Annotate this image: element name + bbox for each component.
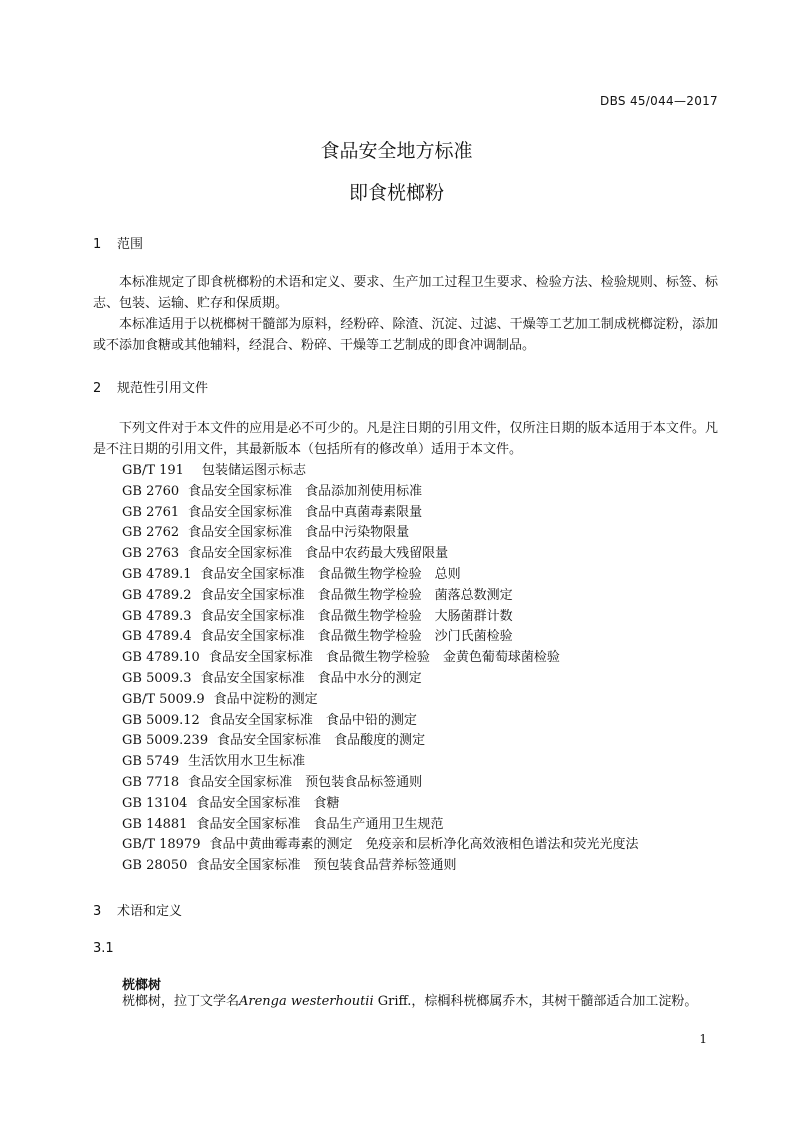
section-number: 2 [93,381,102,396]
reference-item [122,544,639,565]
reference-item [122,565,639,586]
reference-code: GB/T 5009.9 [122,691,205,707]
reference-title: 食品安全国家标准 食品中铅的测定 [208,712,417,728]
reference-title: 食品中黄曲霉毒素的测定 免疫亲和层析净化高效液相色谱法和荧光光度法 [209,837,639,853]
reference-title: 食品安全国家标准 预包装食品营养标签通则 [196,858,457,874]
term-definition-suffix: Griff.，棕榈科桄榔属乔木，其树干髓部适合加工淀粉。 [373,994,698,1009]
section-title: 范围 [117,237,144,252]
reference-title: 包装储运图示标志 [201,463,306,478]
reference-item [122,752,639,773]
reference-item [122,461,639,482]
reference-title: 食品安全国家标准 食品微生物学检验 大肠菌群计数 [200,608,513,624]
reference-code: GB 13104 [122,795,188,811]
reference-item [122,773,639,794]
reference-title: 食品安全国家标准 食品酸度的测定 [217,733,426,749]
reference-code: GB 4789.10 [122,650,200,666]
reference-title: 食品安全国家标准 食品微生物学检验 总则 [200,566,461,582]
section-1-paragraph-1: 本标准规定了即食桄榔粉的术语和定义、要求、生产加工过程卫生要求、检验方法、检验规则、标签、标志、包装、运输、贮存和保质期。 [93,275,718,311]
reference-title: 食品安全国家标准 食品微生物学检验 菌落总数测定 [200,587,513,603]
page-number: 1 [699,1032,707,1046]
reference-item [122,711,639,732]
document-code: DBS 45/044—2017 [600,94,718,108]
reference-title: 食品安全国家标准 食品生产通用卫生规范 [196,816,444,832]
reference-code: GB 2761 [122,504,180,520]
section-2-intro: 下列文件对于本文件的应用是必不可少的。凡是注日期的引用文件，仅所注日期的版本适用于本文件。凡是不注日期的引用文件，其最新版本（包括所有的修改单）适用于本文件。 [93,421,718,457]
reference-title: 食品安全国家标准 食品中农药最大残留限量 [188,546,449,562]
reference-item [122,627,639,648]
reference-title: 食品安全国家标准 食品微生物学检验 金黄色葡萄球菌检验 [208,650,560,666]
reference-title: 食品中淀粉的测定 [213,691,318,707]
reference-code: GB 14881 [122,816,188,832]
reference-title: 食品安全国家标准 食品中污染物限量 [188,525,410,541]
reference-title: 食品安全国家标准 食品微生物学检验 沙门氏菌检验 [200,629,513,645]
reference-title: 食品安全国家标准 食品添加剂使用标准 [188,483,423,499]
reference-item [122,794,639,815]
term-latin-name: Arenga westerhoutii [239,994,374,1009]
reference-item [122,607,639,628]
reference-code: GB 5009.3 [122,670,192,686]
reference-item [122,815,639,836]
reference-item [122,586,639,607]
reference-title: 食品安全国家标准 食糖 [196,795,340,811]
section-number: 1 [93,237,102,252]
section-2-heading [93,377,208,396]
term-definition [122,992,697,1012]
standard-category-title: 食品安全地方标准 [320,140,473,162]
section-1-paragraph-2: 本标准适用于以桄榔树干髓部为原料，经粉碎、除渣、沉淀、过滤、干燥等工艺加工制成桄榔淀粉，添加或不添加食糖或其他辅料，经混合、粉碎、干燥等工艺制成的即食冲调制品。 [93,317,718,353]
reference-code: GB 5009.12 [122,712,200,728]
reference-code: GB 28050 [122,858,188,874]
reference-code: GB 4789.2 [122,587,192,603]
reference-item [122,669,639,690]
reference-item [122,482,639,503]
reference-title: 食品安全国家标准 食品中水分的测定 [200,670,422,686]
reference-item [122,731,639,752]
reference-code: GB 4789.3 [122,608,192,624]
reference-item [122,648,639,669]
section-title: 规范性引用文件 [117,381,209,396]
reference-code: GB 2760 [122,483,180,499]
section-1-heading [93,233,143,252]
reference-code: GB 4789.4 [122,629,192,645]
term-name: 桄榔树 [122,978,162,993]
reference-code: GB 7718 [122,774,180,790]
reference-code: GB 5009.239 [122,733,209,749]
reference-code: GB/T 191 [122,463,184,478]
reference-code: GB 2762 [122,525,180,541]
term-number: 3.1 [93,941,114,956]
reference-item [122,835,639,856]
reference-item [122,503,639,524]
section-number: 3 [93,904,102,919]
reference-item [122,856,639,877]
reference-code: GB/T 18979 [122,837,201,853]
reference-item [122,690,639,711]
reference-code: GB 4789.1 [122,566,192,582]
term-definition-prefix: 桄榔树，拉丁文学名 [122,994,240,1009]
reference-item [122,523,639,544]
standard-name-title: 即食桄榔粉 [348,182,444,204]
reference-code: GB 2763 [122,546,180,562]
reference-title: 食品安全国家标准 食品中真菌毒素限量 [188,504,423,520]
reference-code: GB 5749 [122,754,180,770]
reference-title: 生活饮用水卫生标准 [188,754,306,770]
reference-title: 食品安全国家标准 预包装食品标签通则 [188,774,423,790]
section-title: 术语和定义 [117,904,183,919]
section-3-heading [93,900,182,919]
reference-list [122,461,639,877]
